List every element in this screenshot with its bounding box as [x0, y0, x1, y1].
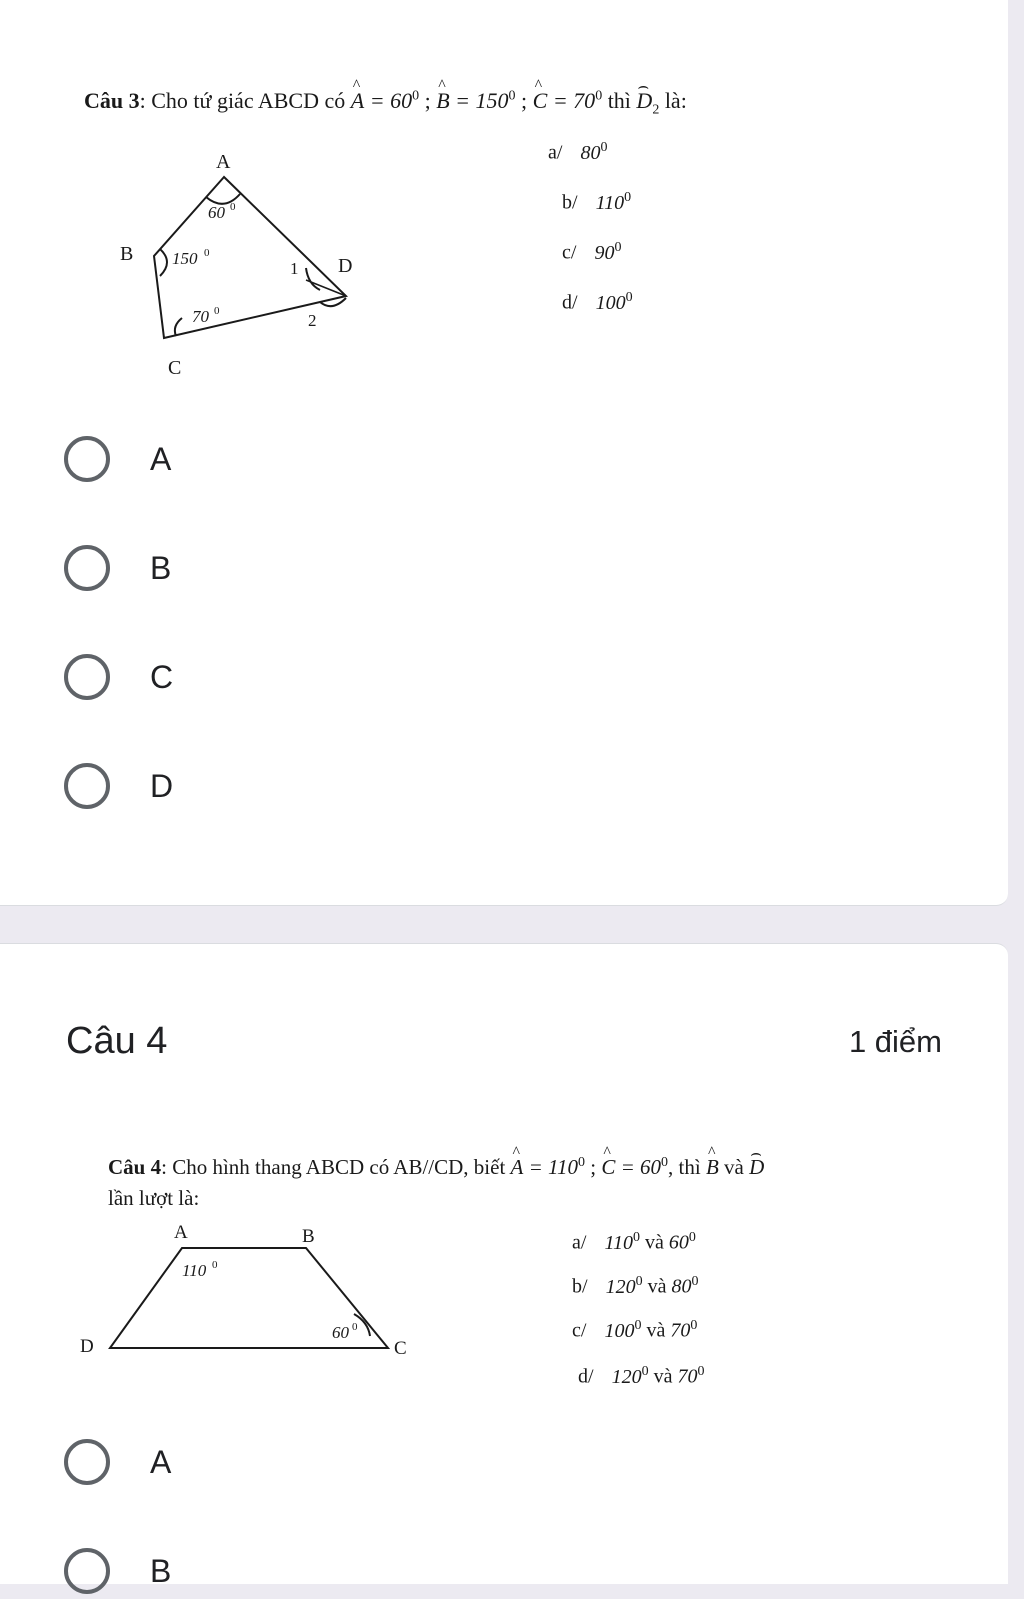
q3-choice-d[interactable]	[64, 758, 173, 814]
q3-choice-b[interactable]	[64, 540, 171, 596]
question-3-text: : Cho tứ giác ABCD có	[139, 88, 346, 113]
vertex-label-d: D	[80, 1336, 94, 1357]
angle-a-value: = 110	[523, 1155, 578, 1179]
option-value-2: 60	[668, 1231, 689, 1254]
question-title: Câu 4	[66, 1020, 168, 1062]
degree-mark: 0	[697, 1364, 705, 1379]
choice-label: C	[150, 658, 174, 695]
option-c-text	[562, 240, 621, 265]
degree-mark: 0	[641, 1364, 649, 1379]
radio-button[interactable]	[64, 1439, 110, 1485]
option-key: a/	[548, 141, 563, 164]
vertex-label-c: C	[394, 1338, 407, 1359]
option-key: d/	[578, 1365, 594, 1388]
degree-mark: 0	[690, 1318, 698, 1333]
angle-label-a: 110	[182, 1261, 207, 1280]
option-c-text	[572, 1318, 697, 1343]
option-value-1: 120	[611, 1365, 642, 1388]
degree-mark: 0	[661, 1155, 669, 1170]
choice-label: D	[150, 767, 174, 804]
option-key: c/	[572, 1319, 587, 1342]
q4-choice-b[interactable]	[64, 1543, 171, 1599]
angle-b-value: = 150	[449, 88, 509, 113]
option-value-1: 100	[604, 1319, 635, 1342]
choice-label: B	[150, 549, 172, 586]
degree-mark: 0	[508, 88, 516, 104]
question-4-prefix: Câu 4	[108, 1155, 162, 1179]
angle-c-value: = 60	[615, 1155, 662, 1179]
option-key: c/	[562, 241, 577, 264]
angle-d2-label: 2	[308, 311, 317, 330]
vertex-label-c: C	[168, 357, 182, 379]
radio-button[interactable]	[64, 654, 110, 700]
angle-c-symbol: ^ C	[533, 88, 548, 114]
option-value: 80	[580, 141, 601, 164]
vertex-label-d: D	[338, 255, 353, 277]
option-key: b/	[562, 191, 578, 214]
angle-a-value: = 60	[364, 88, 413, 113]
degree-mark: 0	[635, 1274, 643, 1289]
angle-label-a: 60	[208, 203, 225, 222]
degree-mark: 0	[412, 88, 420, 104]
angle-label-b: 150	[172, 249, 198, 268]
question-4-statement	[108, 1155, 764, 1180]
vertex-label-b: B	[302, 1226, 315, 1247]
option-value: 100	[595, 291, 626, 314]
degree-mark: 0	[634, 1318, 642, 1333]
separator: ;	[419, 88, 437, 113]
option-value: 90	[594, 241, 615, 264]
angle-b-symbol: ^ B	[436, 88, 449, 114]
angle-d-subscript: 2	[652, 102, 660, 118]
degree-mark: 0	[212, 1259, 218, 1271]
angle-label-c: 60	[332, 1323, 349, 1342]
option-value-1: 110	[604, 1231, 633, 1254]
degree-mark: 0	[204, 247, 210, 259]
option-value-2: 70	[677, 1365, 698, 1388]
degree-mark: 0	[624, 190, 632, 205]
angle-a-symbol: ^ A	[351, 88, 364, 114]
choice-label: A	[150, 1443, 172, 1480]
question-3-statement	[84, 88, 687, 118]
option-value: 110	[595, 191, 625, 214]
angle-d-symbol: ⌢ D	[636, 88, 652, 114]
angle-c-value: = 70	[547, 88, 596, 113]
option-a-text	[548, 140, 607, 165]
separator: ;	[585, 1155, 602, 1179]
then-word: thì	[602, 88, 637, 113]
quadrilateral-figure	[110, 140, 370, 380]
option-a-text	[572, 1230, 696, 1255]
vertex-label-a: A	[174, 1222, 188, 1243]
radio-button[interactable]	[64, 763, 110, 809]
degree-mark: 0	[688, 1230, 696, 1245]
angle-label-c: 70	[192, 307, 209, 326]
option-key: b/	[572, 1275, 588, 1298]
degree-mark: 0	[632, 1230, 640, 1245]
vertex-label-a: A	[216, 151, 231, 173]
degree-mark: 0	[691, 1274, 699, 1289]
option-key: a/	[572, 1231, 587, 1254]
option-d-text	[562, 290, 633, 315]
question-4-text: : Cho hình thang ABCD có AB//CD, biết	[161, 1155, 506, 1179]
and-word: và	[646, 1319, 666, 1342]
angle-d-symbol: ⌢ D	[749, 1155, 764, 1180]
choice-label: A	[150, 440, 172, 477]
and-word: và	[647, 1275, 667, 1298]
option-value-2: 70	[670, 1319, 691, 1342]
and-word: và	[653, 1365, 673, 1388]
degree-mark: 0	[614, 240, 622, 255]
degree-mark: 0	[600, 140, 608, 155]
option-d-text	[578, 1364, 704, 1389]
degree-mark: 0	[352, 1321, 358, 1333]
angle-d1-label: 1	[290, 259, 299, 278]
option-value-2: 80	[671, 1275, 692, 1298]
vertex-label-b: B	[120, 243, 134, 265]
option-key: d/	[562, 291, 578, 314]
degree-mark: 0	[214, 305, 220, 317]
degree-mark: 0	[625, 290, 633, 305]
question-3-end: là:	[659, 88, 687, 113]
radio-button[interactable]	[64, 1548, 110, 1594]
question-points: 1 điểm	[848, 1024, 942, 1059]
choice-label: B	[150, 1552, 172, 1589]
angle-b-symbol: ^ B	[706, 1155, 719, 1180]
question-3-prefix: Câu 3	[84, 88, 140, 113]
option-b-text	[572, 1274, 698, 1299]
question-4-line2: lần lượt là:	[108, 1186, 200, 1210]
radio-button[interactable]	[64, 436, 110, 482]
radio-button[interactable]	[64, 545, 110, 591]
separator: ;	[515, 88, 533, 113]
option-value-1: 120	[605, 1275, 636, 1298]
q3-choice-c[interactable]	[64, 649, 173, 705]
angle-a-symbol: ^ A	[511, 1155, 524, 1180]
degree-mark: 0	[230, 201, 236, 213]
and-word: và	[718, 1155, 750, 1179]
degree-mark: 0	[578, 1155, 585, 1170]
option-b-text	[562, 190, 631, 215]
trapezoid-figure	[76, 1218, 436, 1368]
q4-choice-a[interactable]	[64, 1434, 171, 1490]
and-word: và	[644, 1231, 664, 1254]
then-word: , thì	[668, 1155, 706, 1179]
angle-c-symbol: ^ C	[601, 1155, 615, 1180]
q3-choice-a[interactable]	[64, 431, 171, 487]
degree-mark: 0	[595, 88, 603, 104]
